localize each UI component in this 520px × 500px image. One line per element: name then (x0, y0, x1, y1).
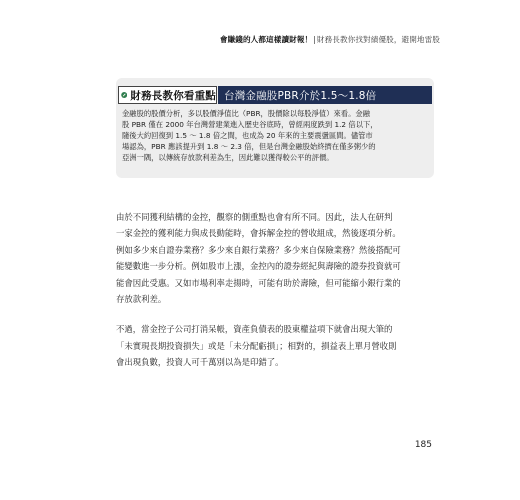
paragraph-line: 例如多少來自證券業務？多少來自銀行業務？多少來自保險業務？然後搭配可 (116, 244, 401, 255)
sidebar-badge-label: 財務長教你看重點 (130, 89, 216, 102)
sidebar-line: 股 PBR 僅在 2000 年台灣營建業進入歷史谷底時，曾經兩度跌到 1.2 倍以下， (122, 119, 378, 129)
running-header (200, 34, 440, 45)
sidebar-body (122, 109, 428, 164)
paragraph-2 (116, 321, 436, 370)
paragraph-1 (116, 209, 436, 307)
sidebar-line: 金融股的股價分析，多以股價淨值比（PBR，股價除以每股淨值）來看。金融 (122, 109, 370, 118)
main-text (116, 209, 436, 371)
sidebar-topic-title: 台灣金融股PBR介於1.5～1.8倍 (224, 89, 377, 102)
page-number: 185 (414, 440, 432, 450)
sidebar-line: 場認為，PBR 應該提升到 1.8 ～ 2.3 倍，但是台灣金融股始終擠在僅多粥少的 (122, 141, 376, 151)
sidebar-badge (118, 86, 217, 104)
paragraph-line: 會出現負數，投資人可千萬別以為是印錯了。 (116, 357, 284, 368)
paragraph-line: 一家金控的獲利能力與成長動能時，會拆解金控的營收組成，然後逐項分析。 (116, 228, 401, 239)
pencil-icon (121, 88, 127, 102)
paragraph-line: 「未實現長期投資損失」或是「未分配虧損」；相對的，損益表上單月營收則 (116, 340, 397, 351)
chapter-title: 財務長教你找對績優股，避開地雷股 (316, 35, 440, 44)
paragraph-line: 能會因此受惠。又如市場利率走揚時，可能有助於壽險，但可能縮小銀行業的 (116, 277, 401, 288)
sidebar-line: 亞洲一隅，以傳統存放款利差為生，因此難以獲得較公平的評價。 (122, 152, 334, 162)
header-separator: | (313, 35, 316, 44)
paragraph-line: 能變數進一步分析。例如股市上漲，金控內的證券經紀與壽險的證券投資就可 (116, 261, 401, 272)
paragraph-line: 存放款利差。 (116, 294, 167, 305)
sidebar-topic-bar (218, 86, 432, 104)
book-title: 會賺錢的人都這樣讀財報！ (219, 35, 313, 44)
paragraph-line: 由於不同獲利結構的金控，觀察的側重點也會有所不同。因此，法人在研判 (116, 212, 393, 222)
paragraph-line: 不過，當金控子公司打消呆帳，資產負債表的股東權益項下就會出現大筆的 (116, 324, 393, 335)
paragraph-gap (116, 307, 436, 321)
sidebar-line: 隨後大約回復到 1.5 ～ 1.8 倍之間，也成為 20 年來的主要震盪區間。儘管市 (122, 130, 373, 140)
